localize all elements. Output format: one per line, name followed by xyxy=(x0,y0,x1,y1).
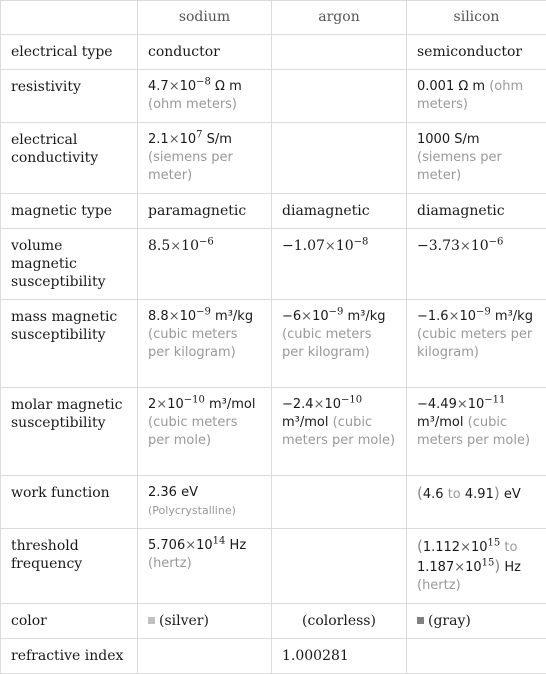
color-name: (silver) xyxy=(159,613,209,629)
mantissa: 4.7 xyxy=(148,79,169,94)
mantissa: −2.4 xyxy=(282,397,314,412)
times-sign: × xyxy=(170,239,181,254)
unit: m³/mol xyxy=(209,397,255,412)
table-row xyxy=(1,229,546,300)
times-sign: × xyxy=(156,397,167,412)
range-to: to xyxy=(448,487,461,502)
table-row xyxy=(1,194,546,229)
open-paren: ( xyxy=(417,484,423,502)
unit-description: (hertz) xyxy=(148,556,192,571)
header-silicon: silicon xyxy=(407,1,546,35)
unit-description: (hertz) xyxy=(417,578,461,593)
cell-silicon xyxy=(407,123,546,194)
cell-argon xyxy=(272,388,407,476)
range-to: to xyxy=(504,540,517,555)
close-paren: ) xyxy=(494,484,500,502)
base-ten: 10 xyxy=(459,309,476,324)
row-label: threshold frequency xyxy=(1,529,138,604)
cell-argon-empty xyxy=(272,123,407,194)
range-high-mantissa: 1.187 xyxy=(417,560,454,575)
cell-sodium xyxy=(138,70,272,123)
unit-description: (cubic meters per mole) xyxy=(148,415,237,448)
unit: m³/kg xyxy=(215,309,253,324)
times-sign: × xyxy=(314,397,325,412)
times-sign: × xyxy=(454,560,465,575)
value: 1000 xyxy=(417,132,450,147)
table-row xyxy=(1,300,546,388)
unit: m³/mol xyxy=(417,415,463,430)
cell-silicon xyxy=(407,529,546,604)
base-ten: 10 xyxy=(468,397,485,412)
mantissa: 2 xyxy=(148,397,156,412)
base-ten: 10 xyxy=(336,238,354,254)
exponent: −9 xyxy=(476,307,491,318)
mantissa: −3.73 xyxy=(417,238,460,254)
cell-argon-empty xyxy=(272,476,407,529)
silver-swatch-icon xyxy=(148,617,155,624)
times-sign: × xyxy=(325,239,336,254)
value: 0.001 xyxy=(417,79,454,94)
gray-swatch-icon xyxy=(417,617,424,624)
unit-description: (ohm meters) xyxy=(148,97,237,112)
mantissa: −4.49 xyxy=(417,397,457,412)
unit-description: (ohm meters) xyxy=(417,79,523,112)
base-ten: 10 xyxy=(312,309,329,324)
exponent: −10 xyxy=(341,395,362,406)
cell-sodium: paramagnetic xyxy=(138,194,272,229)
exponent: 15 xyxy=(482,558,495,569)
times-sign: × xyxy=(169,309,180,324)
exponent: 15 xyxy=(488,538,501,549)
unit: eV xyxy=(504,487,521,502)
exponent: −8 xyxy=(196,77,211,88)
table-row xyxy=(1,639,546,674)
cell-sodium xyxy=(138,529,272,604)
times-sign: × xyxy=(457,397,468,412)
row-label: work function xyxy=(1,476,138,529)
exponent: 7 xyxy=(196,130,202,141)
note: (Polycrystalline) xyxy=(148,504,236,517)
unit-description: (cubic meters per kilogram) xyxy=(148,327,237,360)
cell-silicon xyxy=(407,229,546,300)
cell-argon: diamagnetic xyxy=(272,194,407,229)
row-label: electrical conductivity xyxy=(1,123,138,194)
table-row xyxy=(1,604,546,639)
times-sign: × xyxy=(449,309,460,324)
header-argon: argon xyxy=(272,1,407,35)
range-low-mantissa: 1.112 xyxy=(423,540,460,555)
unit: m³/kg xyxy=(348,309,386,324)
mantissa: −1.07 xyxy=(282,238,325,254)
cell-argon xyxy=(272,300,407,388)
base-ten: 10 xyxy=(465,560,482,575)
cell-argon: 1.000281 xyxy=(272,639,407,674)
base-ten: 10 xyxy=(167,397,184,412)
cell-sodium xyxy=(138,604,272,639)
mantissa: 5.706 xyxy=(148,538,185,553)
row-label: magnetic type xyxy=(1,194,138,229)
cell-sodium: conductor xyxy=(138,35,272,70)
unit: Hz xyxy=(230,538,247,553)
mantissa: 2.1 xyxy=(148,132,169,147)
exponent: 14 xyxy=(213,536,226,547)
times-sign: × xyxy=(460,540,471,555)
unit-description: (siemens per meter) xyxy=(148,150,233,183)
times-sign: × xyxy=(185,538,196,553)
unit: S/m xyxy=(207,132,232,147)
cell-silicon-empty xyxy=(407,639,546,674)
base-ten: 10 xyxy=(471,238,489,254)
cell-argon-empty xyxy=(272,35,407,70)
unit-description: (cubic meters per mole) xyxy=(417,415,530,448)
cell-sodium xyxy=(138,388,272,476)
row-label: molar magnetic susceptibility xyxy=(1,388,138,476)
row-label: resistivity xyxy=(1,70,138,123)
cell-sodium xyxy=(138,123,272,194)
exponent: −9 xyxy=(196,307,211,318)
exponent: −8 xyxy=(354,236,369,247)
exponent: −6 xyxy=(199,236,214,247)
cell-silicon xyxy=(407,476,546,529)
exponent: −11 xyxy=(484,395,505,406)
table-row xyxy=(1,70,546,123)
times-sign: × xyxy=(460,239,471,254)
exponent: −6 xyxy=(489,236,504,247)
table-row xyxy=(1,476,546,529)
cell-silicon xyxy=(407,388,546,476)
base-ten: 10 xyxy=(180,79,197,94)
unit: Ω m xyxy=(215,79,242,94)
unit-description: (cubic meters per kilogram) xyxy=(282,327,371,360)
exponent: −9 xyxy=(329,307,344,318)
header-sodium: sodium xyxy=(138,1,272,35)
cell-silicon xyxy=(407,300,546,388)
times-sign: × xyxy=(301,309,312,324)
range-low: 4.6 xyxy=(423,487,444,502)
base-ten: 10 xyxy=(180,309,197,324)
cell-argon-empty xyxy=(272,529,407,604)
times-sign: × xyxy=(169,79,180,94)
mantissa: 8.8 xyxy=(148,309,169,324)
unit-description: (siemens per meter) xyxy=(417,150,502,183)
cell-sodium-empty xyxy=(138,639,272,674)
unit: m³/kg xyxy=(495,309,533,324)
unit: S/m xyxy=(454,132,479,147)
cell-sodium xyxy=(138,229,272,300)
exponent: −10 xyxy=(184,395,205,406)
unit-description: (cubic meters per kilogram) xyxy=(417,327,532,360)
cell-argon: (colorless) xyxy=(272,604,407,639)
unit-description: (cubic meters per mole) xyxy=(282,415,395,448)
unit: m³/mol xyxy=(282,415,328,430)
base-ten: 10 xyxy=(324,397,341,412)
range-high: 4.91 xyxy=(465,487,494,502)
base-ten: 10 xyxy=(180,132,197,147)
table-row xyxy=(1,388,546,476)
base-ten: 10 xyxy=(196,538,213,553)
mantissa: −1.6 xyxy=(417,309,449,324)
header-blank xyxy=(1,1,138,35)
cell-sodium xyxy=(138,300,272,388)
base-ten: 10 xyxy=(181,238,199,254)
row-label: volume magnetic susceptibility xyxy=(1,229,138,300)
row-label: electrical type xyxy=(1,35,138,70)
unit: Hz xyxy=(504,560,521,575)
value: 2.36 eV xyxy=(148,485,198,500)
table-row xyxy=(1,123,546,194)
open-paren: ( xyxy=(417,537,423,555)
cell-silicon: diamagnetic xyxy=(407,194,546,229)
cell-silicon xyxy=(407,70,546,123)
table-row xyxy=(1,529,546,604)
close-paren: ) xyxy=(494,557,500,575)
color-name: (gray) xyxy=(428,613,471,629)
mantissa: 8.5 xyxy=(148,238,170,254)
mantissa: −6 xyxy=(282,309,301,324)
times-sign: × xyxy=(169,132,180,147)
cell-silicon xyxy=(407,604,546,639)
base-ten: 10 xyxy=(471,540,488,555)
cell-argon xyxy=(272,229,407,300)
cell-argon-empty xyxy=(272,70,407,123)
header-row xyxy=(1,1,546,35)
unit: Ω m xyxy=(458,79,485,94)
row-label: refractive index xyxy=(1,639,138,674)
cell-sodium xyxy=(138,476,272,529)
cell-silicon: semiconductor xyxy=(407,35,546,70)
row-label: mass magnetic susceptibility xyxy=(1,300,138,388)
row-label: color xyxy=(1,604,138,639)
table-row xyxy=(1,35,546,70)
